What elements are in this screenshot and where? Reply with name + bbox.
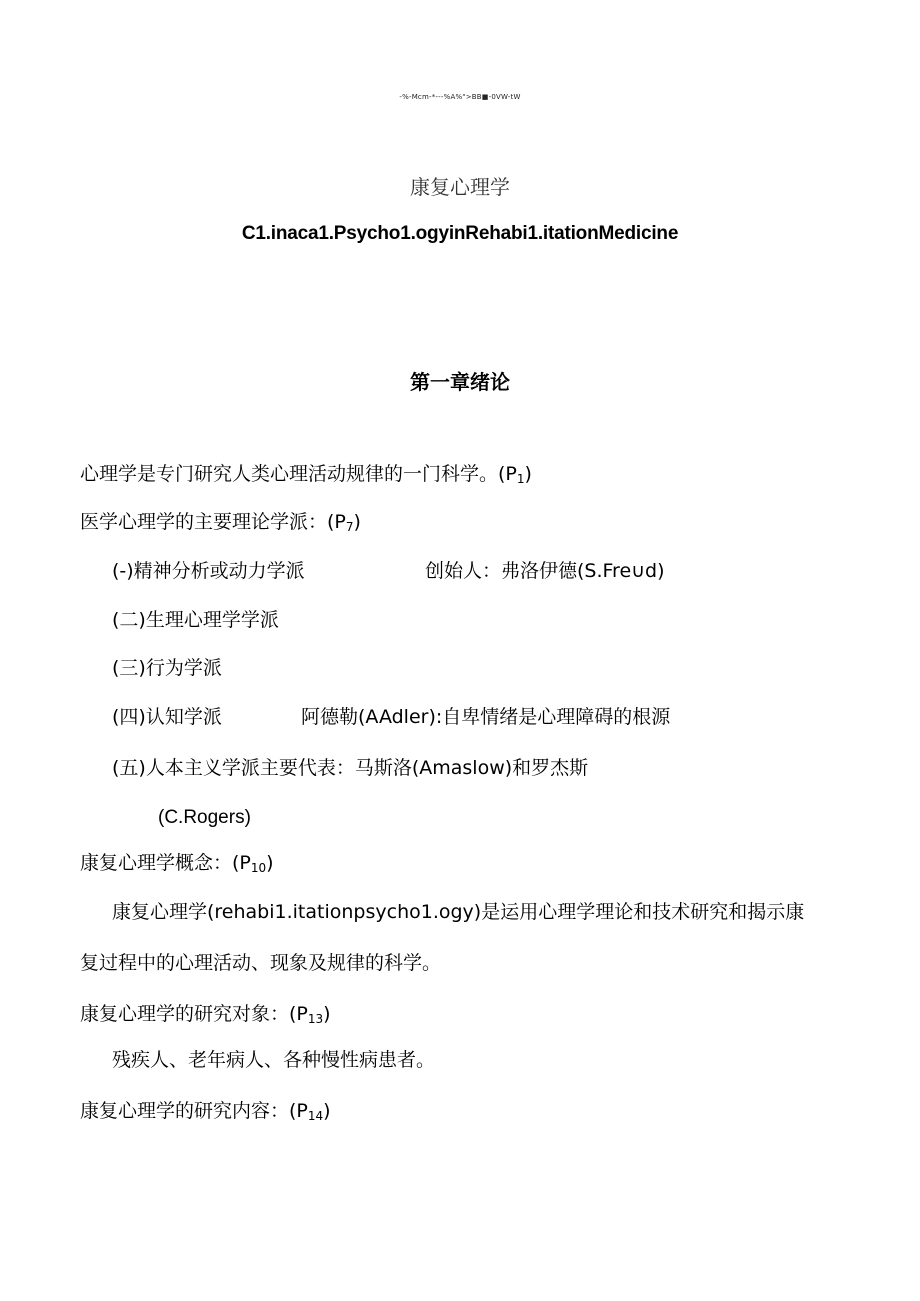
paragraph-text: 医学心理学的主要理论学派：(P bbox=[80, 511, 346, 533]
page-ref-close: ) bbox=[323, 1100, 331, 1122]
list-item-founder: 创始人：弗洛伊德(S.Fre∪d) bbox=[425, 560, 665, 582]
list-item-physiological: (二)生理心理学学派 bbox=[112, 609, 279, 631]
page-ref-number: 13 bbox=[307, 1012, 324, 1026]
page-ref-number: 14 bbox=[307, 1109, 324, 1123]
page-ref-number: 1 bbox=[516, 472, 525, 486]
paragraph-text: 康复心理学的研究内容：(P bbox=[80, 1100, 308, 1122]
paragraph-text: 康复心理学概念：(P bbox=[80, 852, 251, 874]
list-item-adler: 阿德勒(AAdler):自卑情绪是心理障碍的根源 bbox=[301, 706, 671, 728]
paragraph-definition bbox=[80, 462, 532, 486]
page-ref-close: ) bbox=[353, 511, 361, 533]
list-item-cognitive: (四)认知学派 bbox=[112, 706, 222, 728]
list-item-psychoanalysis: (-)精神分析或动力学派 bbox=[112, 560, 305, 582]
list-item-humanistic: (五)人本主义学派主要代表：马斯洛(Amaslow)和罗杰斯 bbox=[112, 757, 589, 779]
paragraph-concept-body-cont: 复过程中的心理活动、现象及规律的科学。 bbox=[80, 952, 442, 974]
page-ref-close: ) bbox=[323, 1003, 331, 1025]
paragraph-objects-heading bbox=[80, 1002, 331, 1026]
page-ref-close: ) bbox=[266, 852, 274, 874]
list-item-behavioral: (三)行为学派 bbox=[112, 657, 222, 679]
chapter-heading: 第一章绪论 bbox=[410, 370, 510, 394]
paragraph-content-heading bbox=[80, 1099, 331, 1123]
list-item-rogers: (C.Rogers) bbox=[158, 807, 251, 828]
page-ref-close: ) bbox=[524, 463, 532, 485]
paragraph-text: 康复心理学的研究对象：(P bbox=[80, 1003, 308, 1025]
paragraph-text: 心理学是专门研究人类心理活动规律的一门科学。(P bbox=[80, 463, 517, 485]
document-subtitle: C1.inaca1.Psycho1.ogyinRehabi1.itationMedicine bbox=[241, 223, 679, 244]
paragraph-schools-heading bbox=[80, 510, 361, 534]
document-title: 康复心理学 bbox=[410, 175, 510, 199]
paragraph-concept-heading bbox=[80, 851, 274, 875]
page-ref-number: 10 bbox=[250, 861, 267, 875]
header-text: -%-Mcm-*---%A%">BB■-0VW-tW bbox=[399, 93, 521, 101]
page-ref-number: 7 bbox=[345, 520, 354, 534]
paragraph-objects-body: 残疾人、老年病人、各种慢性病患者。 bbox=[112, 1049, 436, 1071]
paragraph-concept-body: 康复心理学(rehabi1.itationpsycho1.ogy)是运用心理学理论和技术研究和揭示康 bbox=[112, 901, 805, 923]
